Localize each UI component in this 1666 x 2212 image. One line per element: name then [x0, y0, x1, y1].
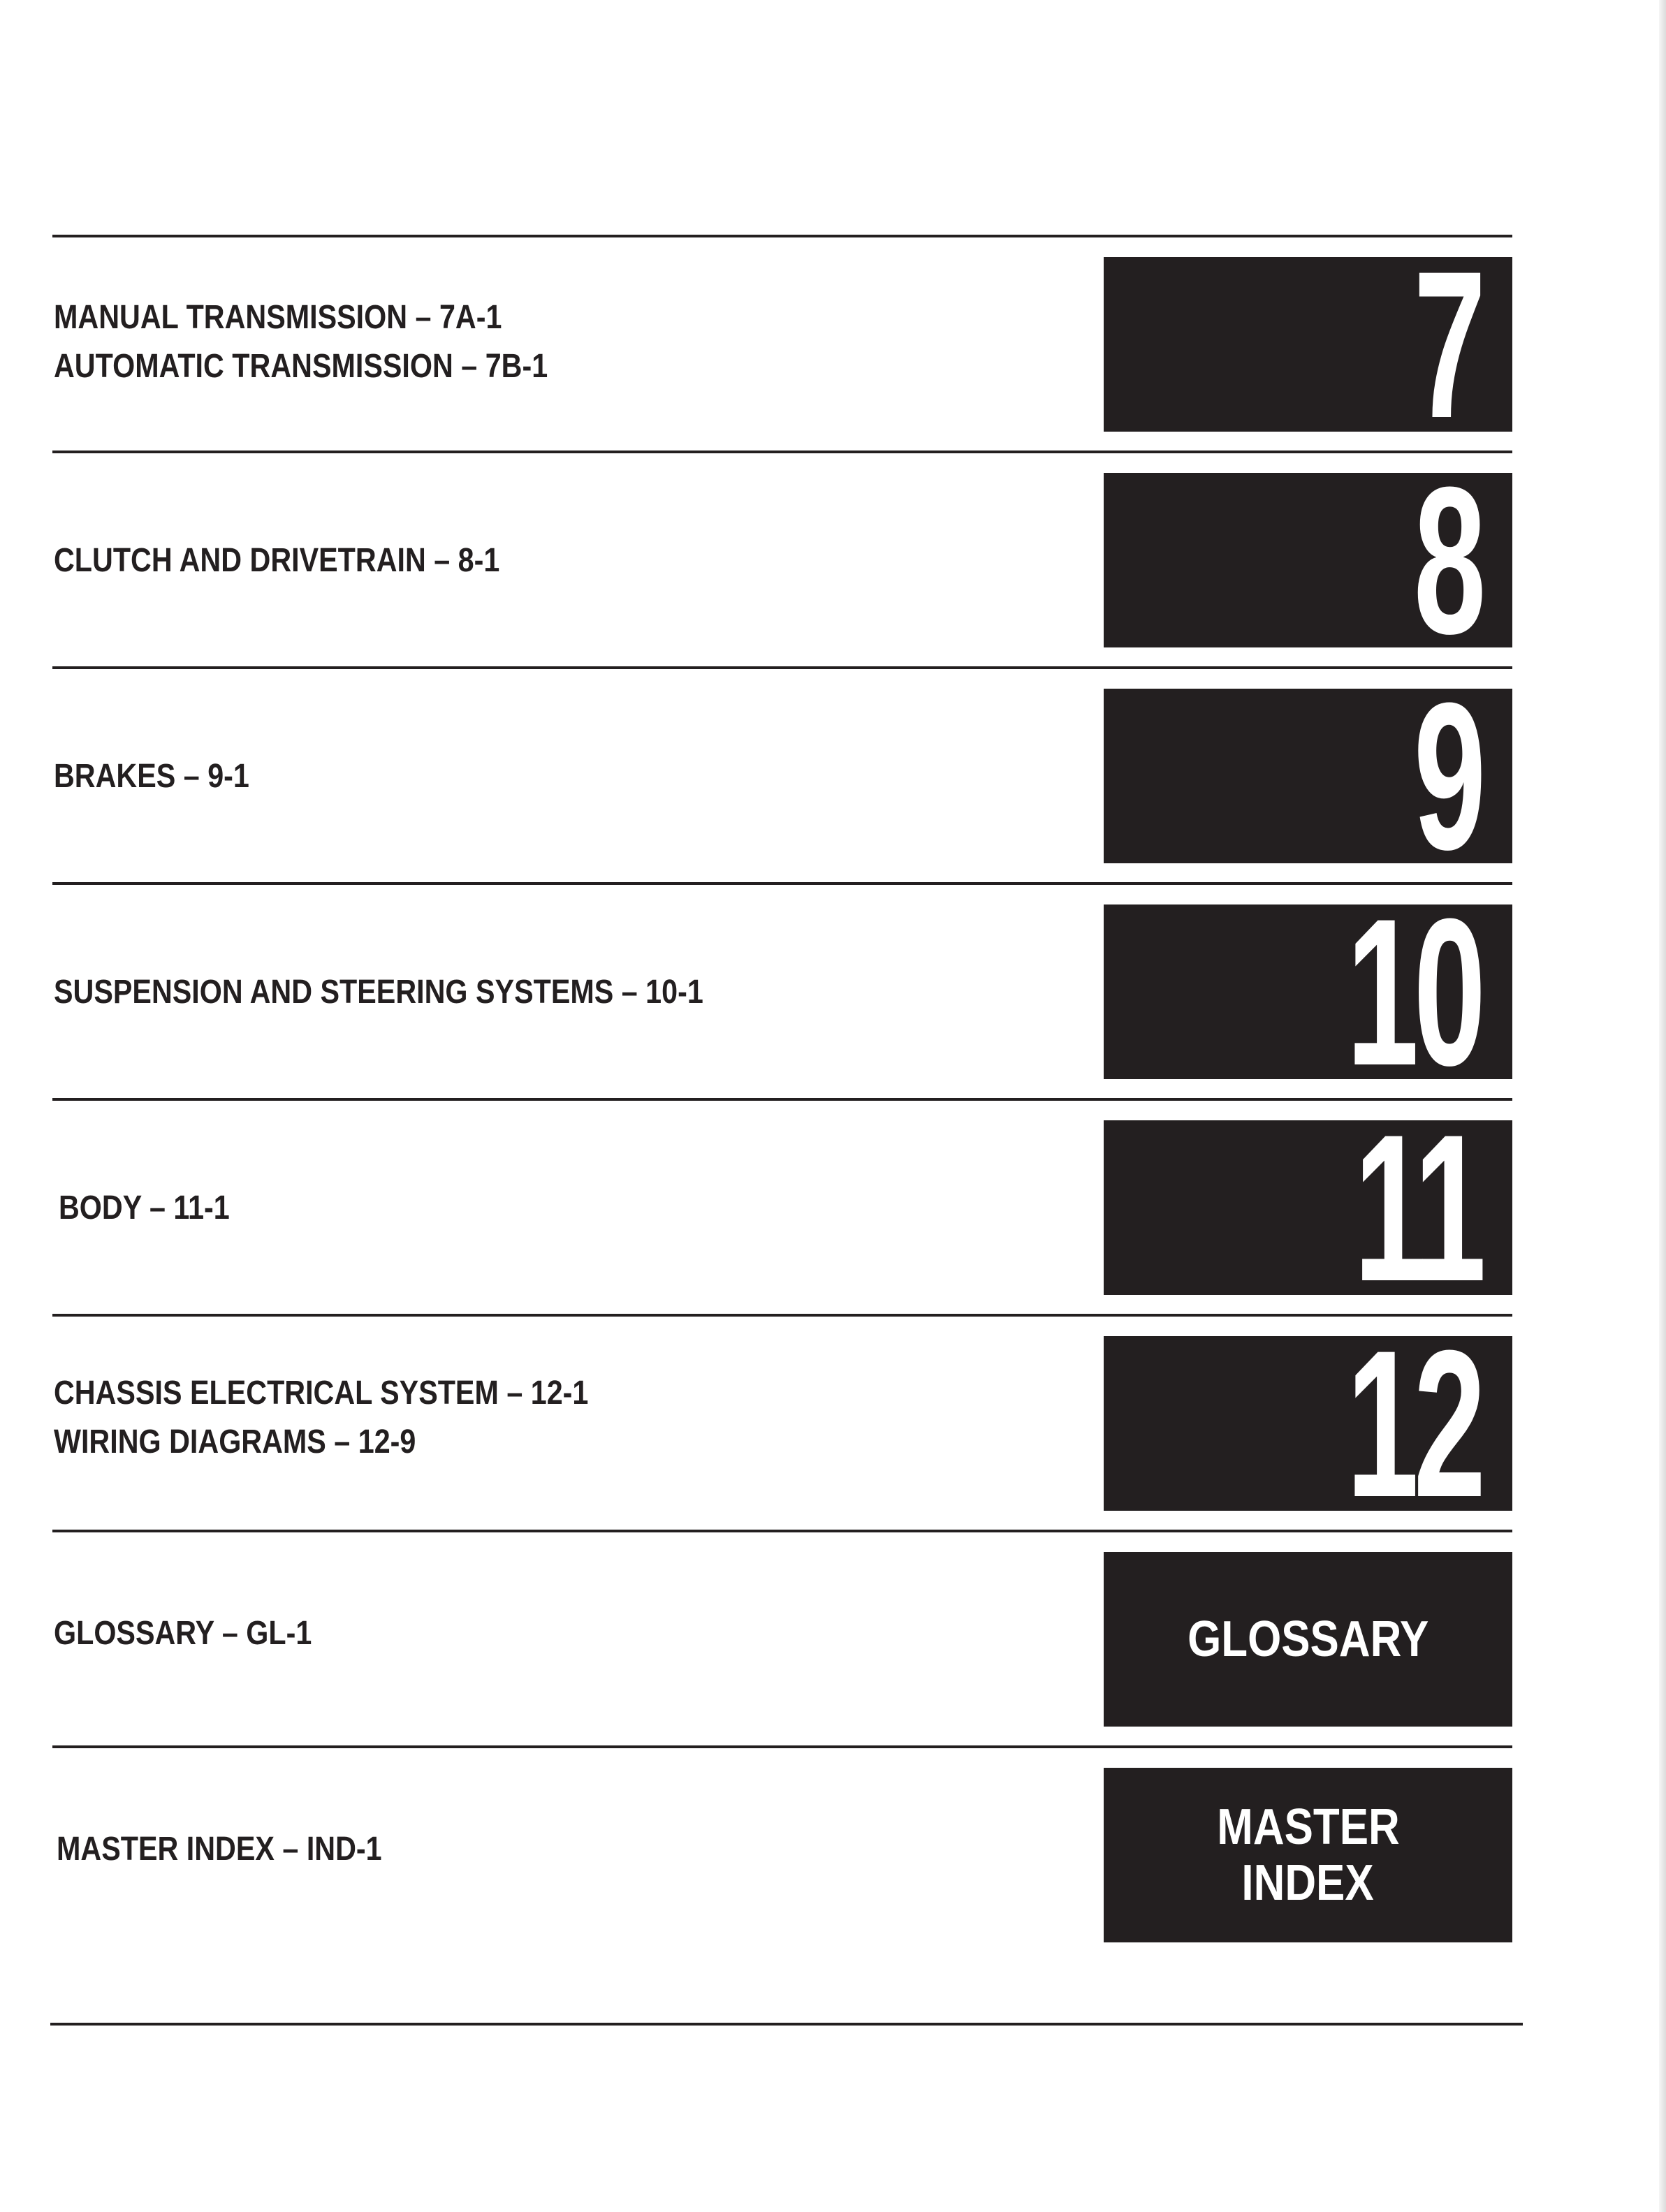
section-9-entries[interactable] — [54, 752, 895, 801]
section-entry[interactable]: SUSPENSION AND STEERING SYSTEMS – 10-1 — [54, 974, 703, 1011]
section-tab-master-index[interactable] — [1104, 1768, 1512, 1942]
section-entry[interactable]: GLOSSARY – GL-1 — [54, 1615, 312, 1652]
section-11-entries[interactable] — [59, 1184, 900, 1233]
section-entry[interactable]: AUTOMATIC TRANSMISSION – 7B-1 — [54, 348, 548, 385]
section-entry[interactable]: BRAKES – 9-1 — [54, 758, 249, 795]
section-tab-8[interactable] — [1104, 473, 1512, 647]
tab-number: 10 — [1346, 904, 1481, 1079]
divider-rule — [52, 1314, 1512, 1317]
section-tab-10[interactable] — [1104, 904, 1512, 1079]
section-entry[interactable]: MANUAL TRANSMISSION – 7A-1 — [54, 299, 502, 336]
section-tab-9[interactable] — [1104, 689, 1512, 863]
tab-number: 12 — [1346, 1336, 1481, 1511]
tab-number: 7 — [1413, 257, 1481, 432]
section-tab-12[interactable] — [1104, 1336, 1512, 1511]
tab-label — [1104, 1799, 1512, 1911]
section-entry[interactable]: BODY – 11-1 — [59, 1189, 230, 1226]
section-tab-7[interactable] — [1104, 257, 1512, 432]
tab-number: 9 — [1413, 689, 1481, 863]
glossary-entries[interactable] — [54, 1609, 895, 1658]
section-8-entries[interactable] — [54, 536, 895, 585]
tab-number: 11 — [1354, 1120, 1481, 1295]
tab-label-line: MASTER — [1216, 1799, 1400, 1855]
tab-label-line: INDEX — [1241, 1855, 1375, 1911]
tab-number: 8 — [1413, 473, 1481, 647]
tab-label — [1104, 1611, 1512, 1667]
section-entry[interactable]: MASTER INDEX – IND-1 — [57, 1831, 382, 1868]
section-10-entries[interactable] — [54, 968, 895, 1017]
divider-rule — [52, 1530, 1512, 1532]
divider-rule — [52, 451, 1512, 453]
divider-rule — [52, 1745, 1512, 1748]
section-entry[interactable]: CLUTCH AND DRIVETRAIN – 8-1 — [54, 542, 500, 579]
divider-rule-bottom — [50, 2023, 1523, 2026]
section-7-entries[interactable] — [54, 293, 895, 391]
section-tab-11[interactable] — [1104, 1120, 1512, 1295]
divider-rule — [52, 235, 1512, 237]
divider-rule — [52, 882, 1512, 885]
page-edge — [1659, 0, 1666, 2212]
section-entry[interactable]: CHASSIS ELECTRICAL SYSTEM – 12-1 — [54, 1375, 589, 1412]
section-entry[interactable]: WIRING DIAGRAMS – 12-9 — [54, 1423, 416, 1460]
divider-rule — [52, 666, 1512, 669]
tab-label-line: GLOSSARY — [1187, 1611, 1429, 1667]
master-index-entries[interactable] — [57, 1825, 898, 1874]
section-12-entries[interactable] — [54, 1369, 895, 1467]
divider-rule — [52, 1098, 1512, 1101]
section-tab-glossary[interactable] — [1104, 1552, 1512, 1727]
